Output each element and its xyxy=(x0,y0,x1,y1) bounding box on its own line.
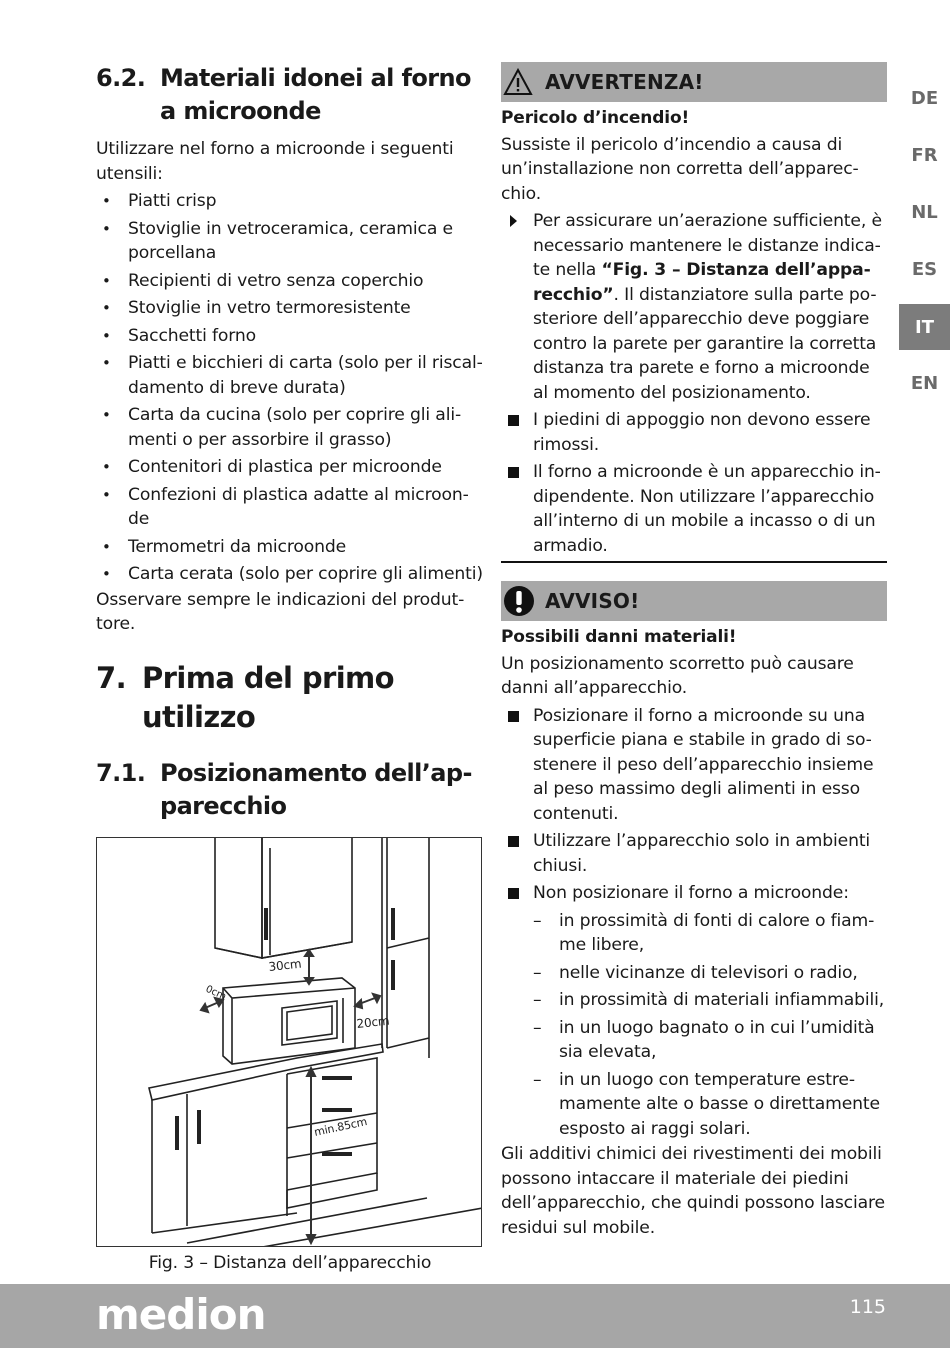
list-item: – in prossimità di fonti di calore o fiam-me libere, xyxy=(533,909,887,958)
footer-bar xyxy=(0,1284,950,1348)
list-item: – in prossimità di materiali infiammabili, xyxy=(533,988,887,1013)
tab-language-nl[interactable]: NL xyxy=(911,202,938,223)
warning-title: AVVERTENZA! xyxy=(545,69,704,94)
list-item: • Stoviglie in vetro termoresistente xyxy=(96,296,484,321)
list-item: – nelle vicinanze di televisori o radio, xyxy=(533,961,887,986)
exclamation-circle-icon xyxy=(503,585,535,617)
list-item: • Contenitori di plastica per microonde xyxy=(96,455,484,480)
language-tabs xyxy=(899,70,950,412)
kitchen-illustration xyxy=(97,838,482,1247)
list-item: • Piatti e bicchieri di carta (solo per il riscal-damento di breve durata) xyxy=(96,351,484,400)
list-item: • Confezioni di plastica adatte al microon-de xyxy=(96,483,484,532)
warning-list xyxy=(501,408,887,558)
left-column xyxy=(96,62,484,1275)
page-number: 115 xyxy=(849,1296,886,1318)
warning-subtitle: Pericolo d’incendio! xyxy=(501,108,690,128)
right-column xyxy=(501,62,887,1240)
label-min-85cm: min.85cm xyxy=(312,1114,369,1139)
section-title: Materiali idonei al forno a microonde xyxy=(160,64,471,125)
warning-bar xyxy=(501,62,887,102)
list-item: • Carta cerata (solo per coprire gli alimenti) xyxy=(96,562,484,587)
list-item: Non posizionare il forno a microonde: xyxy=(501,881,887,906)
tab-language-en[interactable]: EN xyxy=(910,373,939,394)
paragraph: Osservare sempre le indicazioni del produt-tore. xyxy=(96,589,465,634)
list-item: Posizionare il forno a microonde su una superficie piana e stabile in grado di so-stenere il peso dell’apparecchio insieme al peso massimo degli alimenti in esso contenuti. xyxy=(501,704,887,827)
notice-sublist xyxy=(533,909,887,1142)
tab-language-es[interactable]: ES xyxy=(911,259,938,280)
text-run: Per assicurare un’aerazione sufficiente, è necessario mantenere le distanze indica-te nella xyxy=(533,211,882,280)
warning-triangle-icon xyxy=(503,68,533,96)
label-30cm: 30cm xyxy=(267,956,303,974)
paragraph: Utilizzare nel forno a microonde i seguenti utensili: xyxy=(96,139,454,184)
utensils-list xyxy=(96,189,484,587)
paragraph: Gli additivi chimici dei rivestimenti dei mobili possono intaccare il materiale dei piedini dell’apparecchio, che quindi possono lasciare residui sul mobile. xyxy=(501,1144,885,1238)
notice-bar xyxy=(501,581,887,621)
paragraph: Un posizionamento scorretto può causare danni all’apparecchio. xyxy=(501,653,854,698)
section-number: 7.1. xyxy=(96,758,146,787)
figure-reference: “Fig. 3 – Distanza dell’appa-recchio” xyxy=(533,260,871,305)
list-item: – in un luogo bagnato o in cui l’umidità sia elevata, xyxy=(533,1016,887,1065)
figure-placement-diagram xyxy=(96,837,482,1247)
warning-arrow-list xyxy=(501,209,887,405)
notice-list xyxy=(501,704,887,906)
medion-logo: medion xyxy=(96,1290,266,1339)
tab-language-de[interactable]: DE xyxy=(910,88,939,109)
paragraph: Sussiste il pericolo d’incendio a causa di un’installazione non corretta dell’apparec-chio. xyxy=(501,134,859,204)
label-0cm: 0cm xyxy=(203,983,228,1003)
list-item: Il forno a microonde è un apparecchio in-dipendente. Non utilizzare l’apparecchio all’interno di un mobile a incasso o di un armadio. xyxy=(501,460,887,558)
divider xyxy=(501,561,887,563)
section-title: Posizionamento dell’ap-parecchio xyxy=(160,758,472,820)
list-item: • Recipienti di vetro senza coperchio xyxy=(96,269,484,294)
figure-caption: Fig. 3 – Distanza dell’apparecchio xyxy=(148,1252,432,1273)
section-heading-7-1 xyxy=(96,757,484,823)
section-number: 6.2. xyxy=(96,64,146,92)
text-run: . Il distanziatore sulla parte po-steriore dell’apparecchio deve poggiare contro la parete per garantire la corretta distanza tra parete e forno a microonde al momento del posizionamento. xyxy=(533,284,877,403)
chapter-number: 7. xyxy=(96,660,126,695)
list-item: • Piatti crisp xyxy=(96,189,484,214)
chapter-title: Prima del primo utilizzo xyxy=(142,660,394,734)
list-item: – in un luogo con temperature estre-mamente alte o basse o direttamente esposto ai raggi solari. xyxy=(533,1068,887,1142)
notice-title: AVVISO! xyxy=(545,588,640,613)
chapter-heading-7 xyxy=(96,659,484,737)
list-item xyxy=(501,209,887,405)
label-20cm: 20cm xyxy=(355,1013,391,1031)
tab-language-fr[interactable]: FR xyxy=(911,145,938,166)
list-item: Utilizzare l’apparecchio solo in ambienti chiusi. xyxy=(501,829,887,878)
list-item: I piedini di appoggio non devono essere rimossi. xyxy=(501,408,887,457)
list-item: • Carta da cucina (solo per coprire gli ali-menti o per assorbire il grasso) xyxy=(96,403,484,452)
list-item: • Sacchetti forno xyxy=(96,324,484,349)
list-item: • Stoviglie in vetroceramica, ceramica e porcellana xyxy=(96,217,484,266)
tab-language-it[interactable]: IT xyxy=(899,304,950,350)
section-heading-6-2 xyxy=(96,62,484,128)
notice-subtitle: Possibili danni materiali! xyxy=(501,627,737,647)
list-item: • Termometri da microonde xyxy=(96,535,484,560)
